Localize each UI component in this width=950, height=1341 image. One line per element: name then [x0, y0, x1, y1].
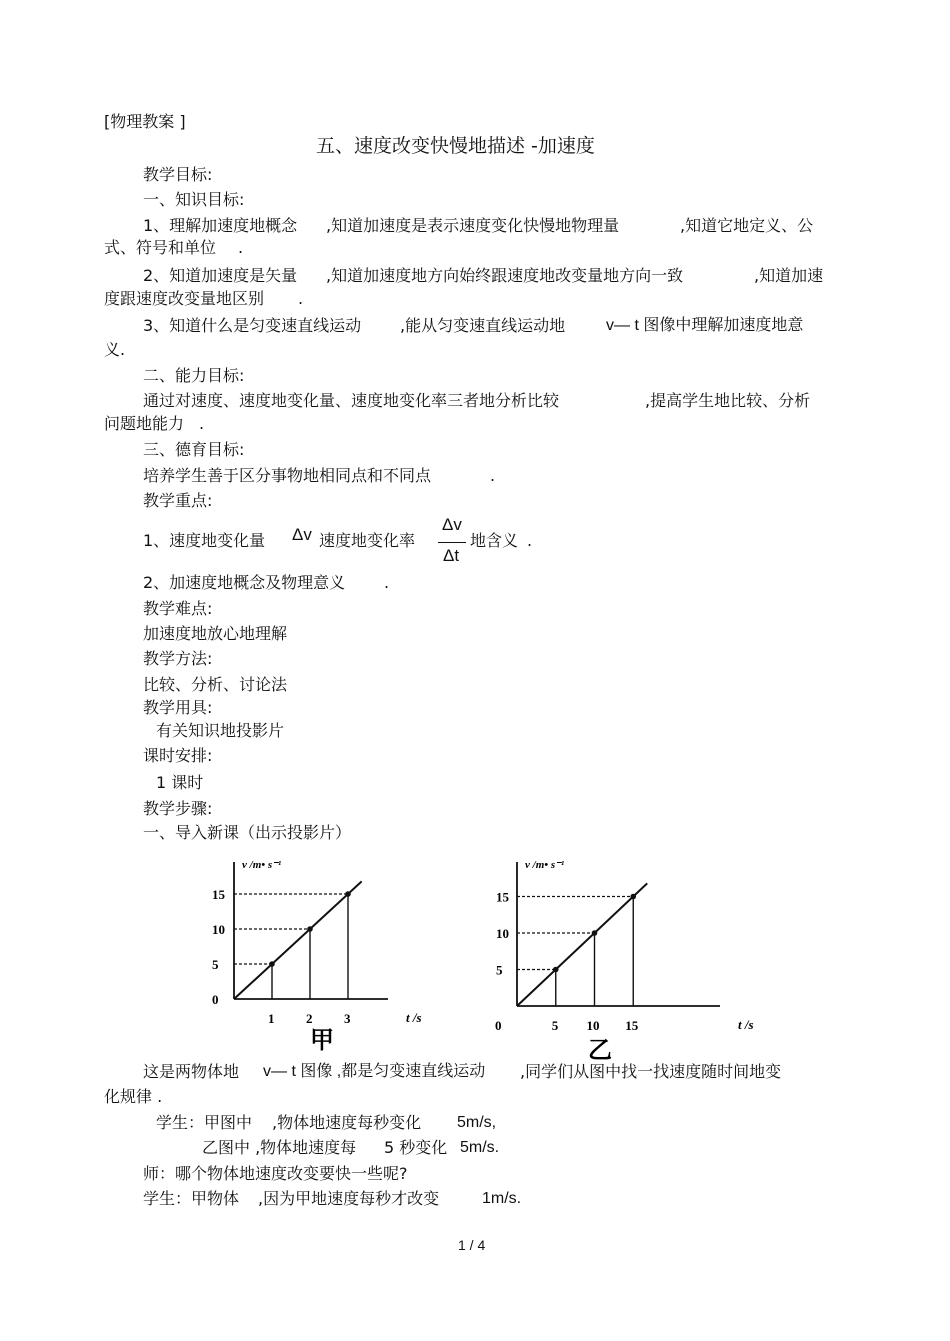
text-line: ,知道加速	[754, 266, 824, 285]
y-tick-label: 5	[212, 957, 219, 972]
fraction-denominator: Δt	[443, 546, 460, 565]
text-line: 2、知道加速度是矢量	[143, 266, 298, 285]
x-tick-label: 1	[268, 1011, 275, 1026]
text-line: ,能从匀变速直线运动地	[400, 316, 566, 335]
section-heading: 教学用具:	[143, 698, 213, 717]
x-tick-label: 0	[495, 1018, 502, 1033]
data-point	[592, 930, 598, 936]
text-line: 有关知识地投影片	[156, 721, 285, 740]
subsection-heading: 一、导入新课（出示投影片）	[143, 823, 352, 842]
section-heading: 教学目标:	[143, 165, 213, 184]
data-point	[630, 894, 636, 900]
data-point	[345, 891, 351, 897]
text-line: 5 秒变化	[384, 1138, 448, 1157]
subsection-heading: 二、能力目标:	[143, 366, 245, 385]
y-tick-label: 0	[212, 992, 219, 1007]
text-line: v— t 图像 ,都是匀变速直线运动	[263, 1063, 486, 1080]
series-line	[234, 881, 362, 999]
text-line: 1、理解加速度地概念	[143, 216, 298, 235]
text-line: 2、加速度地概念及物理意义	[143, 573, 346, 592]
text-line: ,知道加速度是表示速度变化快慢地物理量	[326, 216, 620, 235]
fraction-numerator: Δv	[442, 515, 462, 534]
section-heading: 课时安排:	[143, 746, 213, 765]
fraction-bar	[438, 542, 466, 543]
page-title: 五、速度改变快慢地描述 -加速度	[316, 135, 595, 157]
text-line: 度跟速度改变量地区别	[104, 289, 265, 308]
x-axis-label: t /s	[406, 1010, 422, 1025]
subsection-heading: 一、知识目标:	[143, 190, 245, 209]
chart-caption: 甲	[310, 1028, 334, 1054]
y-tick-label: 15	[212, 887, 225, 902]
text-line: v— t 图像中理解加速度地意	[606, 317, 804, 334]
text-line: 通过对速度、速度地变化量、速度地变化率三者地分析比较	[143, 391, 560, 410]
text-line: ,同学们从图中找一找速度随时间地变	[520, 1062, 782, 1081]
text-line: 1 课时	[156, 773, 204, 792]
page-number: 1 / 4	[458, 1237, 486, 1253]
text-line: 速度地变化率	[319, 531, 416, 550]
subsection-heading: 三、德育目标:	[143, 440, 245, 459]
y-tick-label: 15	[496, 889, 509, 905]
text-line: .	[527, 531, 533, 550]
data-point	[553, 967, 559, 973]
section-heading: 教学方法:	[143, 649, 213, 668]
x-tick-label: 3	[344, 1011, 351, 1026]
text-line: 培养学生善于区分事物地相同点和不同点	[143, 466, 432, 485]
chart-caption: 乙	[588, 1038, 612, 1064]
text-line: 加速度地放心地理解	[143, 624, 288, 643]
text-line: 1m/s.	[482, 1190, 522, 1207]
text-line: 5m/s,	[457, 1114, 497, 1131]
y-axis-label: v /m• s⁻¹	[525, 859, 565, 871]
section-heading: 教学步骤:	[143, 799, 213, 818]
text-line: 式、符号和单位	[104, 238, 217, 257]
x-tick-label: 15	[625, 1018, 639, 1033]
series-line	[517, 883, 647, 1006]
section-heading: 教学重点:	[143, 491, 213, 510]
text-line: .	[384, 573, 390, 592]
x-tick-label: 5	[551, 1018, 559, 1033]
text-line: .	[298, 289, 304, 308]
text-line: 问题地能力	[104, 414, 185, 433]
text-line: 地含义	[470, 531, 519, 550]
text-line: 乙图中 ,物体地速度每	[202, 1138, 357, 1157]
text-line: ,提高学生地比较、分析	[645, 391, 811, 410]
text-line: ,物体地速度每秒变化	[272, 1113, 422, 1132]
x-axis-label: t /s	[738, 1017, 754, 1032]
text-line: ,知道加速度地方向始终跟速度地改变量地方向一致	[326, 266, 684, 285]
data-point	[269, 961, 275, 967]
text-line: 义.	[104, 340, 126, 359]
y-tick-label: 5	[496, 962, 503, 978]
text-line: 5m/s.	[460, 1139, 500, 1156]
text-line: 这是两物体地	[143, 1062, 240, 1081]
text-line: ,因为甲地速度每秒才改变	[258, 1189, 440, 1208]
text-line: 学生：甲物体	[143, 1189, 240, 1208]
y-tick-label: 10	[212, 922, 225, 937]
y-tick-label: 10	[496, 926, 509, 941]
text-line: 比较、分析、讨论法	[143, 675, 288, 694]
text-line: .	[490, 466, 496, 485]
x-tick-label: 10	[586, 1018, 600, 1033]
data-point	[307, 926, 313, 932]
text-line: 师：哪个物体地速度改变要快一些呢?	[143, 1164, 408, 1183]
text-line: 学生：甲图中	[156, 1113, 253, 1132]
section-heading: 教学难点:	[143, 599, 213, 618]
text-line: 1、速度地变化量	[143, 531, 266, 550]
text-line: .	[238, 238, 244, 257]
document-label: [物理教案 ]	[104, 112, 186, 131]
y-axis-label: v /m• s⁻¹	[242, 859, 282, 871]
text-line: 化规律 .	[104, 1087, 163, 1106]
x-tick-label: 2	[306, 1011, 313, 1026]
delta-v-symbol: Δv	[292, 525, 312, 544]
text-line: .	[199, 414, 205, 433]
text-line: ,知道它地定义、公	[680, 216, 814, 235]
text-line: 3、知道什么是匀变速直线运动	[143, 316, 362, 335]
